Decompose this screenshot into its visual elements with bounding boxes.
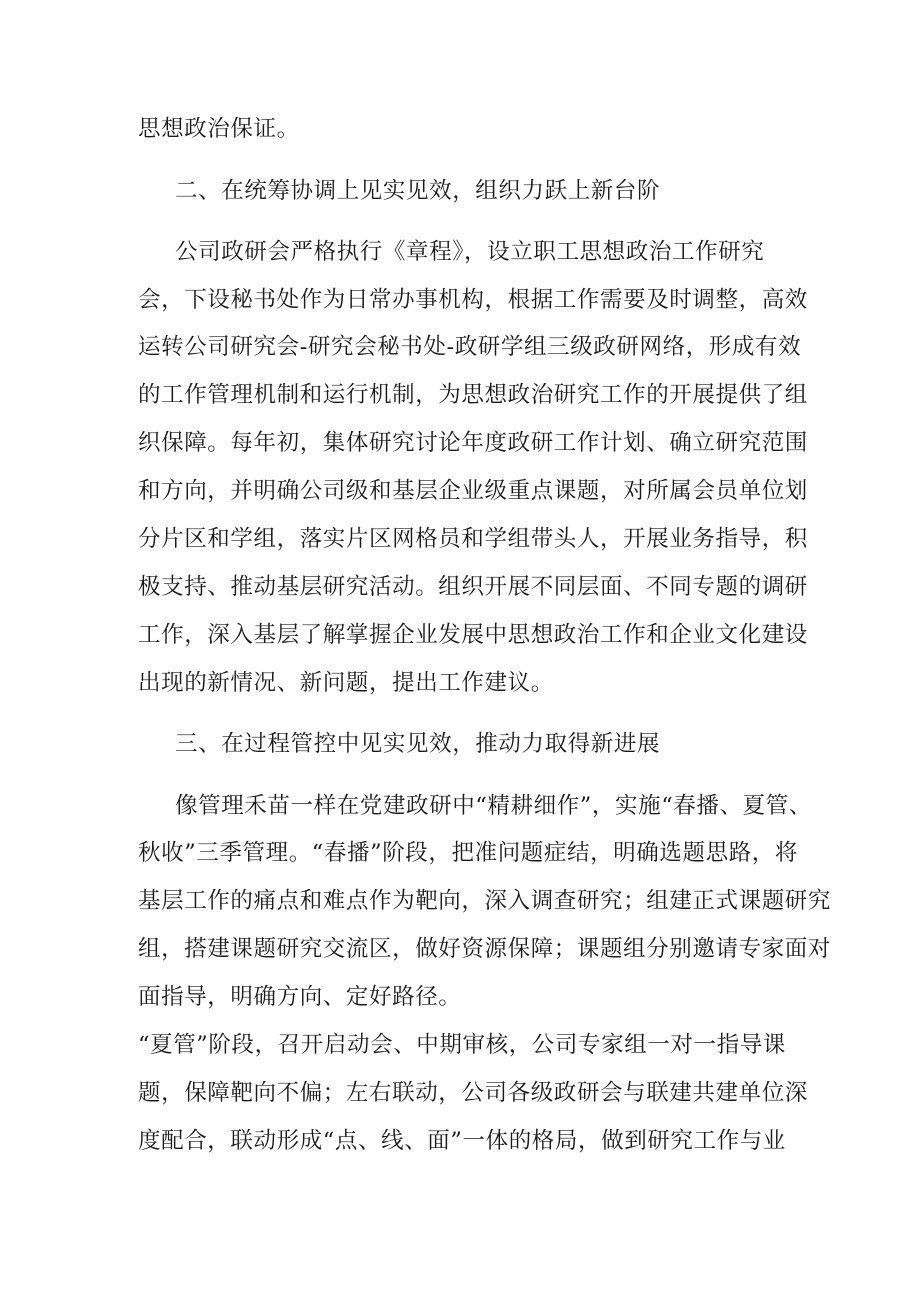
paragraph-line: 的工作管理机制和运行机制，为思想政治研究工作的开展提供了组 xyxy=(138,382,808,408)
paragraph-line: 和方向，并明确公司级和基层企业级重点课题，对所属会员单位划 xyxy=(138,478,808,504)
paragraph-end-line: 思想政治保证。 xyxy=(138,116,300,142)
paragraph-line: 工作，深入基层了解掌握企业发展中思想政治工作和企业文化建设 xyxy=(138,622,808,648)
paragraph-line: 面指导，明确方向、定好路径。 xyxy=(138,984,462,1010)
paragraph-line: 度配合，联动形成“点、线、面”一体的格局，做到研究工作与业 xyxy=(138,1128,786,1154)
paragraph-line: 运转公司研究会-研究会秘书处-政研学组三级政研网络，形成有效 xyxy=(138,334,802,360)
paragraph-line: 题，保障靶向不偏；左右联动，公司各级政研会与联建共建单位深 xyxy=(138,1080,808,1106)
paragraph-line: 公司政研会严格执行《章程》，设立职工思想政治工作研究 xyxy=(175,239,765,265)
paragraph-line: 分片区和学组，落实片区网格员和学组带头人，开展业务指导，积 xyxy=(138,526,808,552)
paragraph-line: 出现的新情况、新问题，提出工作建议。 xyxy=(138,670,554,696)
section-heading-2: 二、在统筹协调上见实见效，组织力跃上新台阶 xyxy=(175,178,661,204)
paragraph-line: 像管理禾苗一样在党建政研中“精耕细作”，实施“春播、夏管、 xyxy=(175,793,812,819)
paragraph-line: 织保障。每年初，集体研究讨论年度政研工作计划、确立研究范围 xyxy=(138,430,808,456)
paragraph-line: 组，搭建课题研究交流区，做好资源保障；课题组分别邀请专家面对 xyxy=(138,936,832,962)
paragraph-line: 秋收”三季管理。“春播”阶段，把准问题症结，明确选题思路，将 xyxy=(138,840,799,866)
paragraph-line: 极支持、推动基层研究活动。组织开展不同层面、不同专题的调研 xyxy=(138,574,808,600)
paragraph-line: “夏管”阶段，召开启动会、中期审核，公司专家组一对一指导课 xyxy=(138,1032,786,1058)
paragraph-line: 会，下设秘书处作为日常办事机构，根据工作需要及时调整，高效 xyxy=(138,287,808,313)
paragraph-line: 基层工作的痛点和难点作为靶向，深入调查研究；组建正式课题研究 xyxy=(138,888,832,914)
section-heading-3: 三、在过程管控中见实见效，推动力取得新进展 xyxy=(175,731,661,757)
